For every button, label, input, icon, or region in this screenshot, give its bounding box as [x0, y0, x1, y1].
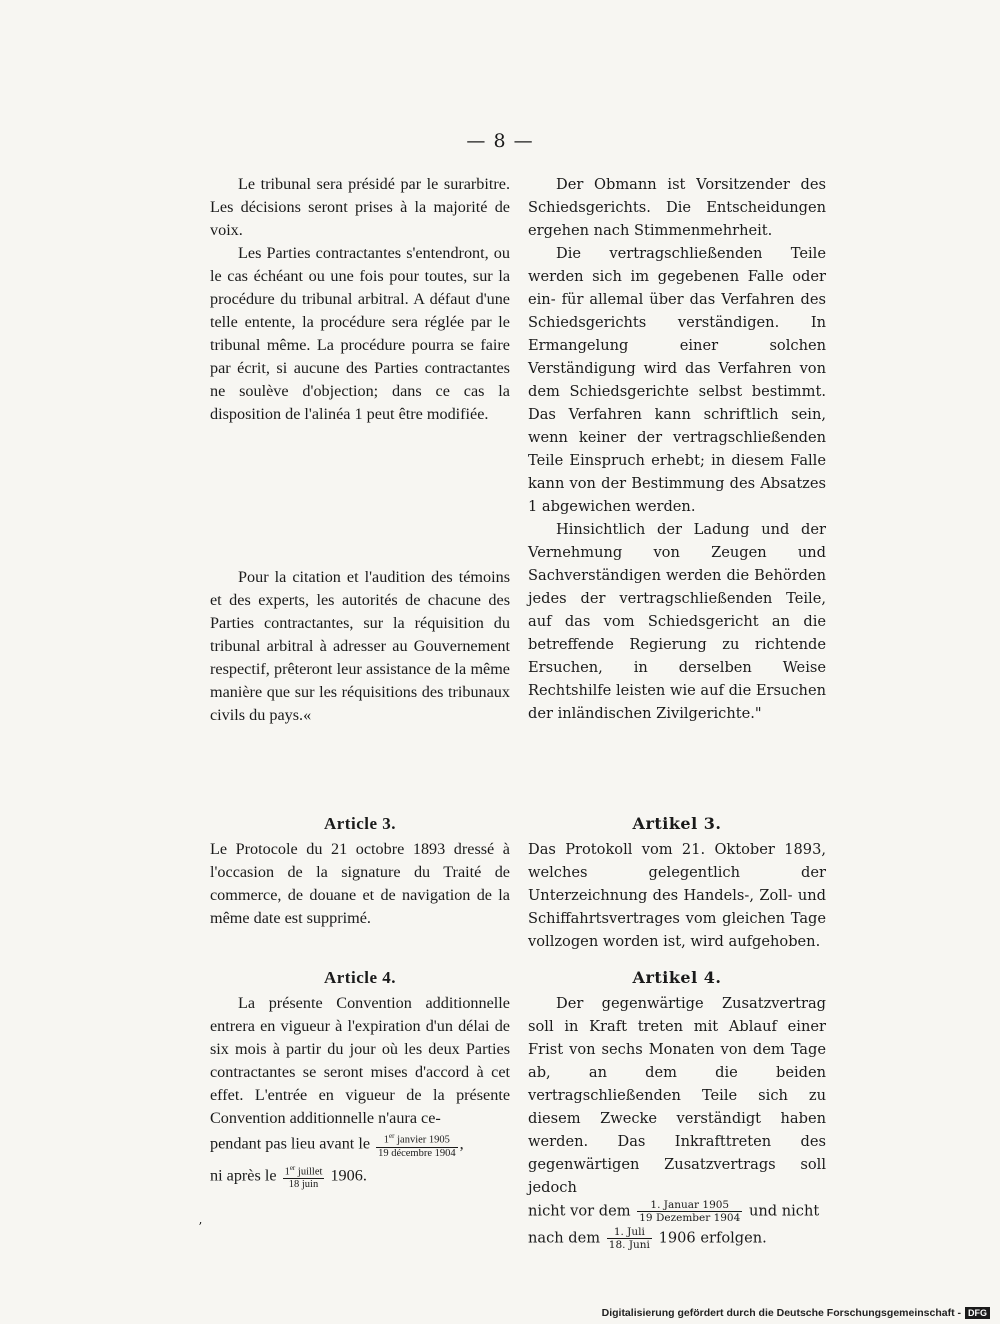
german-date-line-2-start: nach dem — [528, 1229, 601, 1247]
french-article-3-heading: Article 3. — [323, 814, 397, 833]
french-article-4-heading: Article 4. — [323, 968, 397, 987]
german-date-line-1-end: und nicht — [748, 1202, 820, 1220]
german-fraction-start-date — [637, 1199, 742, 1224]
stray-mark: ʼ — [198, 1220, 202, 1234]
german-article-4-heading: Artikel 4. — [632, 968, 722, 987]
german-date-line-2-end: 1906 erfolgen. — [658, 1229, 767, 1247]
german-fraction-end-denominator: 18. Juni — [608, 1239, 650, 1251]
french-paragraph-1: Le tribunal sera présidé par le surarbitre. Les décisions seront prises à la majorité de voix. — [210, 175, 510, 239]
french-paragraph-2: Les Parties contractantes s'entendront, ou le cas échéant ou une fois pour toutes, sur la procédure du tribunal arbitral. A défaut d'une telle entente, la procédure sera réglée par le tribunal même. La procédure pourra se faire par écrit, si aucune des Parties contractantes ne soulève d'objection; dans ce cas la disposition de l'alinéa 1 peut être modifiée. — [210, 244, 510, 423]
french-fraction-start-date — [376, 1130, 458, 1160]
french-paragraph-3: Pour la citation et l'audition des témoins et des experts, les autorités de chacune des Parties contractantes, sur la réquisition du tribunal arbitral à adresser au Gouvernement respectif, prêteront leur assistance de la même manière que sur les réquisitions des tribunaux civils du pays.« — [210, 568, 510, 724]
french-date-line-2 — [210, 1162, 510, 1192]
french-fraction-start-numerator: 1er janvier 1905 — [376, 1130, 458, 1148]
german-date-line-1-start: nicht vor dem — [528, 1202, 631, 1220]
german-paragraph-3: Hinsichtlich der Ladung und der Vernehmung von Zeugen und Sachverständigen werden die Behörden jedes der vertragschließenden Teile, auf das vom Schiedsgericht an die betreffende Regierung zu richtende Ersuchen, in derselben Weise Rechtshilfe leisten wie auf die Ersuchen der inländischen Zivilgerichte." — [528, 521, 826, 722]
german-paragraph-1: Der Obmann ist Vorsitzender des Schiedsgerichts. Die Entscheidungen ergehen nach Stimmenmehrheit. — [528, 176, 826, 239]
french-date-line-1-end: , — [459, 1134, 464, 1153]
german-fraction-end-date — [607, 1226, 652, 1251]
german-paragraph-2: Die vertragschließenden Teile werden sich im gegebenen Falle oder ein- für allemal über das Verfahren des Schiedsgerichts verständigen. In Ermangelung einer solchen Verständigung wird das Verfahren von dem Schiedsgerichte selbst bestimmt. Das Verfahren kann schriftlich sein, wenn keiner der vertragschließenden Teile Einspruch erhebt; in diesem Falle kann von der Bestimmung des Absatzes 1 abgewichen werden. — [528, 245, 826, 515]
german-article-3-heading: Artikel 3. — [632, 814, 722, 833]
footer-text: Digitalisierung gefördert durch die Deutsche Forschungsgemeinschaft - — [601, 1307, 961, 1319]
french-date-line-2-end: 1906. — [330, 1165, 367, 1184]
german-date-line-1 — [528, 1199, 826, 1224]
german-block-1 — [528, 173, 826, 725]
french-fraction-end-numerator: 1er juillet — [284, 1163, 323, 1177]
french-fraction-end-date — [283, 1162, 325, 1192]
german-fraction-start-numerator: 1. Januar 1905 — [637, 1199, 742, 1212]
german-article-3 — [528, 838, 826, 953]
german-article-3-text: Das Protokoll vom 21. Oktober 1893, welches gelegentlich der Unterzeichnung des Handels-, Zoll- und Schiffahrtsvertrages vom gleichen Tage vollzogen worden ist, wird aufgehoben. — [528, 841, 826, 950]
french-date-line-1 — [210, 1130, 510, 1160]
french-block-1 — [210, 173, 510, 426]
french-block-2 — [210, 566, 510, 727]
french-article-3 — [210, 838, 510, 930]
french-fraction-end-denominator: 18 juin — [288, 1179, 319, 1190]
german-article-4 — [528, 992, 826, 1251]
french-fraction-start-denominator: 19 décembre 1904 — [378, 1147, 456, 1159]
german-fraction-end-numerator: 1. Juli — [607, 1226, 652, 1239]
french-article-3-text: Le Protocole du 21 octobre 1893 dressé à l'occasion de la signature du Traité de commerce, de douane et de navigation de la même date est supprimé. — [210, 840, 510, 927]
page-number: — 8 — — [466, 130, 534, 152]
german-fraction-start-denominator: 19 Dezember 1904 — [639, 1212, 741, 1224]
french-date-line-1-start: pendant pas lieu avant le — [210, 1134, 371, 1153]
german-date-line-2 — [528, 1226, 826, 1251]
dfg-logo-icon: DFG — [965, 1307, 990, 1319]
footer — [602, 1307, 990, 1319]
french-article-4-text: La présente Convention additionnelle entrera en vigueur à l'expiration d'un délai de six mois à partir du jour où les deux Parties contractantes se seront mises d'accord à cet effet. L'entrée en vigueur de la présente Convention additionnelle n'aura ce- — [210, 994, 510, 1127]
french-article-4 — [210, 992, 510, 1191]
french-date-line-2-start: ni après le — [210, 1165, 277, 1184]
german-article-4-text: Der gegenwärtige Zusatzvertrag soll in Kraft treten mit Ablauf einer Frist von sechs Monaten von dem Tage ab, an dem die beiden vertragschließenden Teile sich zu diesem Zwecke verständigt haben werden. Das Inkrafttreten des gegenwärtigen Zusatzvertrags soll jedoch — [528, 995, 826, 1196]
